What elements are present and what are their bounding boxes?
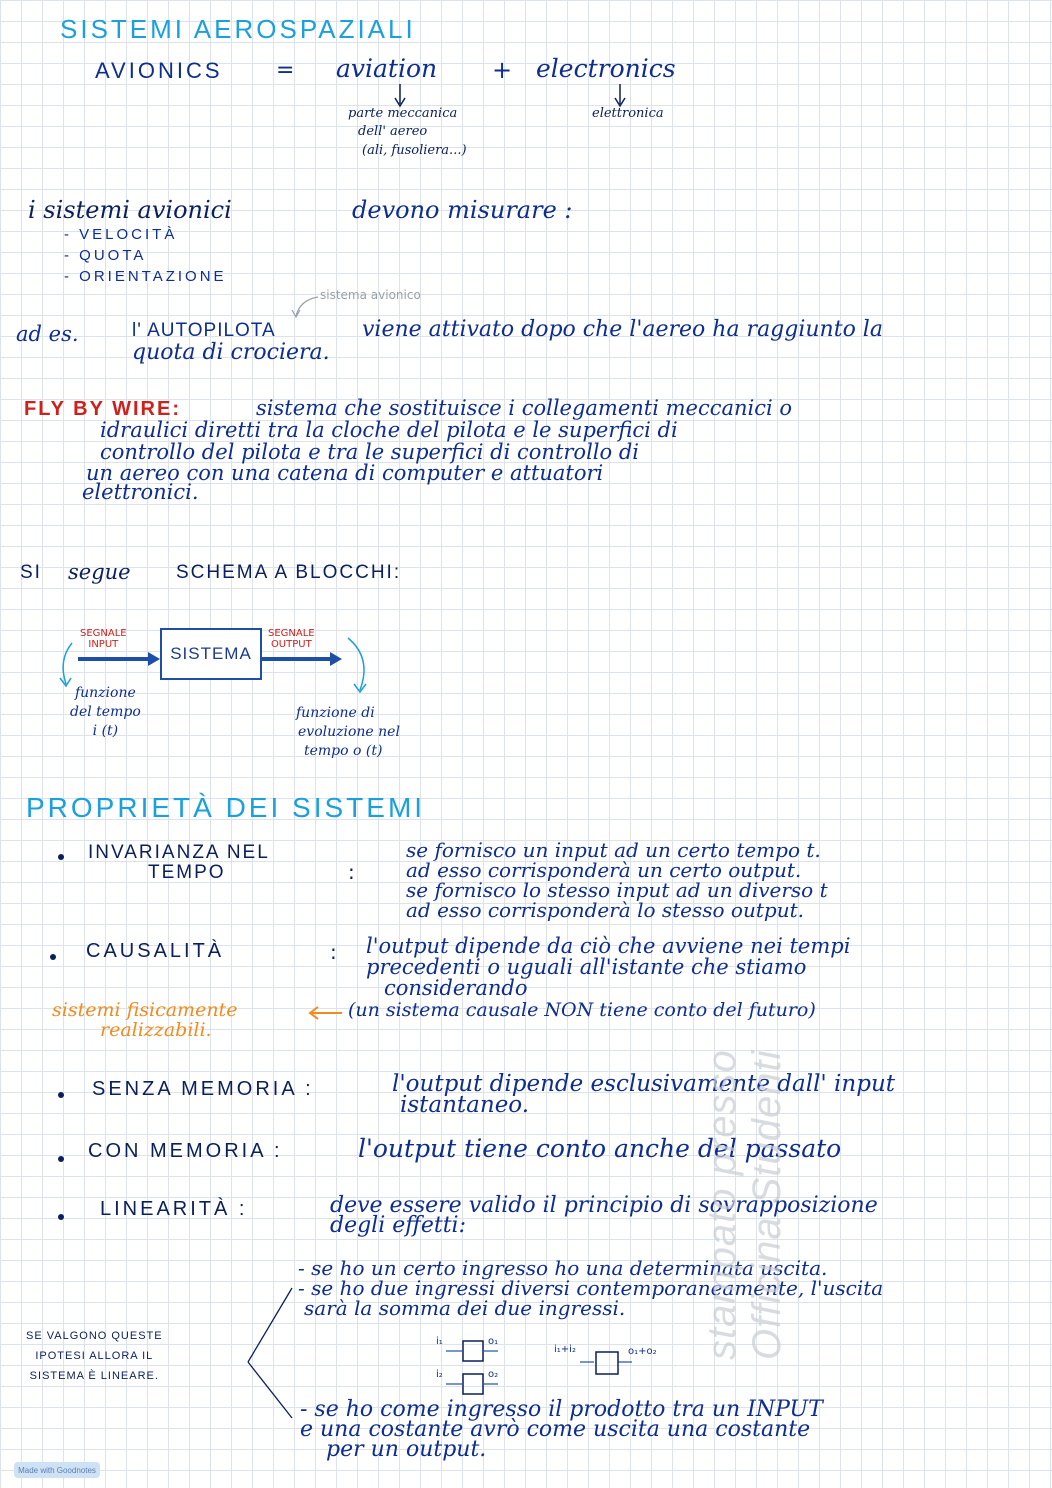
measure-item: - VELOCITÀ <box>64 226 178 243</box>
example-line1: viene attivato dopo che l'aereo ha raggiunto la <box>362 317 883 342</box>
causality-colon: : <box>330 940 337 964</box>
causality-side-note: sistemi fisicamente realizzabili. <box>52 999 238 1041</box>
schema-intro-segue: segue <box>68 560 131 584</box>
measure-lead: i sistemi avionici <box>28 196 232 224</box>
equals-sign: = <box>276 58 295 83</box>
bullet-dot <box>58 1092 64 1098</box>
schema-intro-si: SI <box>20 562 42 583</box>
measure-verb: devono misurare : <box>352 196 573 224</box>
box-i2 <box>463 1374 483 1394</box>
fbw-line1: sistema che sostituisce i collegamenti meccanici o <box>256 396 793 420</box>
mech-note-2: dell' aereo <box>358 124 428 139</box>
bracket-top <box>248 1288 292 1362</box>
plus-sign: + <box>492 56 513 84</box>
goodnotes-badge: Made with Goodnotes <box>14 1462 100 1478</box>
bullet-dot <box>58 1214 64 1220</box>
invariance-colon: : <box>348 860 355 884</box>
watermark: stampato presso Officina Studenti <box>700 1049 789 1360</box>
invariance-text: se fornisco un input ad un certo tempo t. ad esso corrisponderà un certo output. se fornisco lo stesso input ad un diverso t ad esso corrisponderà lo stesso output. <box>406 838 828 922</box>
fbw-line4: un aereo con una catena di computer e attuatori <box>86 461 604 485</box>
linearity-scaling: - se ho come ingresso il prodotto tra un INPUT e una costante avrò come uscita una costante per un output. <box>300 1397 823 1462</box>
avionics-term: AVIONICS <box>95 58 223 83</box>
fbw-label: FLY BY WIRE: <box>24 398 181 420</box>
linearity-text: deve essere valido il principio di sovrapposizione degli effetti: <box>330 1193 878 1238</box>
bracket-bottom <box>248 1362 292 1418</box>
example-prefix: ad es. <box>16 322 79 346</box>
output-signal-label: SEGNALE OUTPUT <box>268 628 315 650</box>
system-block: SISTEMA <box>160 628 262 680</box>
causality-note: (un sistema causale NON tiene conto del futuro) <box>348 999 816 1021</box>
input-signal-label: SEGNALE INPUT <box>80 628 127 650</box>
annotation-sistema-avionico: sistema avionico <box>320 288 421 302</box>
autopilot-term: l' AUTOPILOTA <box>132 320 276 341</box>
output-function-note: funzione di evoluzione nel tempo o (t) <box>296 705 400 759</box>
annotation-arrow <box>296 297 318 316</box>
memoryless-label: SENZA MEMORIA : <box>92 1078 314 1100</box>
elec-note: elettronica <box>592 106 664 121</box>
causality-label: CAUSALITÀ <box>86 940 225 962</box>
measure-item: - QUOTA <box>64 247 147 264</box>
bullet-dot <box>50 954 56 960</box>
fbw-line5: elettronici. <box>82 480 199 504</box>
with-memory-label: CON MEMORIA : <box>88 1140 283 1162</box>
aviation-word: aviation <box>336 54 438 83</box>
invariance-label-2: TEMPO <box>148 862 226 883</box>
mech-note-3: (ali, fusoliera...) <box>362 143 467 158</box>
invariance-label-1: INVARIANZA NEL <box>88 842 270 863</box>
measure-item: - ORIENTAZIONE <box>64 268 227 285</box>
label-o1: o₁ <box>488 1336 499 1347</box>
mech-note-1: parte meccanica <box>348 106 458 121</box>
fbw-line2: idraulici diretti tra la cloche del pilota e le superfici di <box>100 418 678 442</box>
electronics-word: electronics <box>536 54 676 83</box>
fbw-line3: controllo del pilota e tra le superfici di controllo di <box>100 440 639 464</box>
linearity-label: LINEARITÀ : <box>100 1198 248 1220</box>
output-curve <box>348 638 364 690</box>
memoryless-text: l'output dipende esclusivamente dall' input istantaneo. <box>392 1071 896 1118</box>
page-title: SISTEMI AEROSPAZIALI <box>60 14 416 44</box>
with-memory-text: l'output tiene conto anche del passato <box>358 1134 842 1163</box>
causality-text: l'output dipende da ciò che avviene nei tempi precedenti o uguali all'istante che stiamo considerando <box>366 934 851 1000</box>
label-o2: o₂ <box>488 1369 499 1380</box>
label-o12: o₁+o₂ <box>628 1346 657 1357</box>
linearity-bullets: - se ho un certo ingresso ho una determinata uscita. - se ho due ingressi diversi contemporaneamente, l'uscita sarà la somma dei due ingressi. <box>298 1256 884 1320</box>
schema-intro-title: SCHEMA A BLOCCHI: <box>176 562 402 583</box>
box-i1 <box>463 1341 483 1361</box>
label-i1: i₁ <box>436 1336 443 1347</box>
linearity-side-note: SE VALGONO QUESTE IPOTESI ALLORA IL SISTEMA È LINEARE. <box>26 1330 163 1382</box>
bullet-dot <box>58 1156 64 1162</box>
bullet-dot <box>58 854 64 860</box>
box-i12 <box>596 1352 618 1374</box>
measure-list <box>64 224 227 287</box>
label-i12: i₁+i₂ <box>554 1344 576 1355</box>
properties-title: PROPRIETÀ DEI SISTEMI <box>26 792 426 823</box>
input-function-note: funzione del tempo i (t) <box>70 685 141 739</box>
label-i2: i₂ <box>436 1369 443 1380</box>
example-line2: quota di crociera. <box>132 340 330 365</box>
